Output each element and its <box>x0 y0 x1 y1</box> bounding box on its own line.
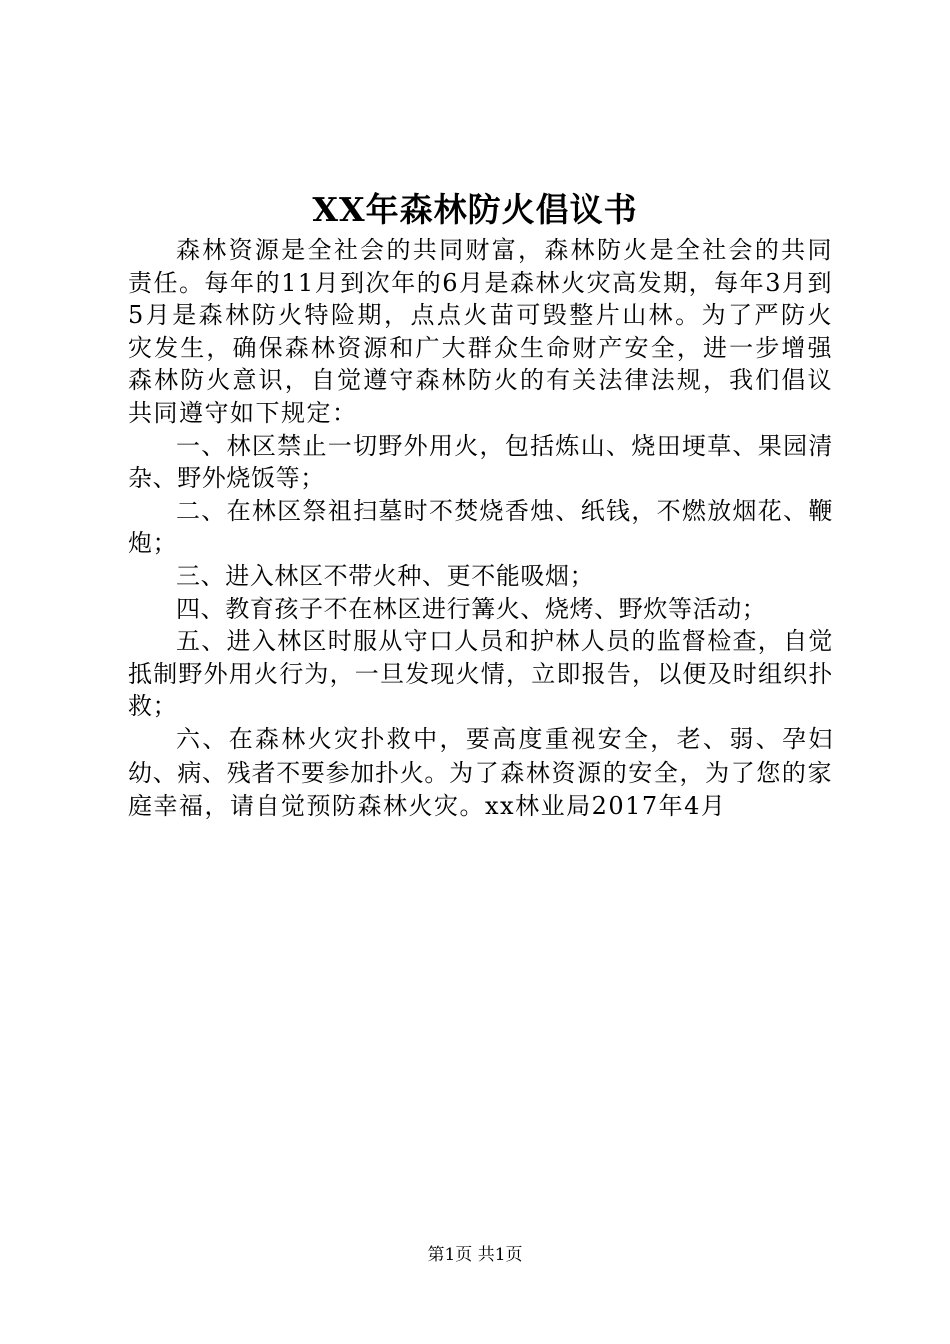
rule-paragraph-1: 一、林区禁止一切野外用火，包括炼山、烧田埂草、果园清杂、野外烧饭等； <box>128 431 833 493</box>
rule-6-text: 六、在森林火灾扑救中，要高度重视安全，老、弱、孕妇幼、病、残者不要参加扑火。 <box>128 724 833 787</box>
rule-paragraph-3: 三、进入林区不带火种、更不能吸烟； <box>176 561 595 590</box>
rule-paragraph-6 <box>128 723 833 824</box>
intro-paragraph: 森林资源是全社会的共同财富，森林防火是全社会的共同责任。每年的11月到次年的6月是森林火灾高发期，每年3月到5月是森林防火特险期，点点火苗可毁整片山林。为了严防火灾发生，确保森林资源和广大群众生命财产安全，进一步增强森林防火意识，自觉遵守森林防火的有关法律法规，我们倡议共同遵守如下规定： <box>128 236 833 427</box>
document-title: XX年森林防火倡议书 <box>312 190 638 229</box>
rule-paragraph-5: 五、进入林区时服从守口人员和护林人员的监督检查，自觉抵制野外用火行为，一旦发现火情，立即报告，以便及时组织扑救； <box>128 627 833 721</box>
rule-paragraph-4: 四、教育孩子不在林区进行篝火、烧烤、野炊等活动； <box>176 594 767 623</box>
rule-paragraph-2: 二、在林区祭祖扫墓时不焚烧香烛、纸钱，不燃放烟花、鞭炮； <box>128 496 833 558</box>
document-body <box>128 234 833 824</box>
closing-text: 为了森林资源的安全，为了您的家庭幸福，请自觉预防森林火灾。xx林业局2017年4月 <box>128 758 833 821</box>
page-footer: 第1页 共1页 <box>427 1245 523 1265</box>
